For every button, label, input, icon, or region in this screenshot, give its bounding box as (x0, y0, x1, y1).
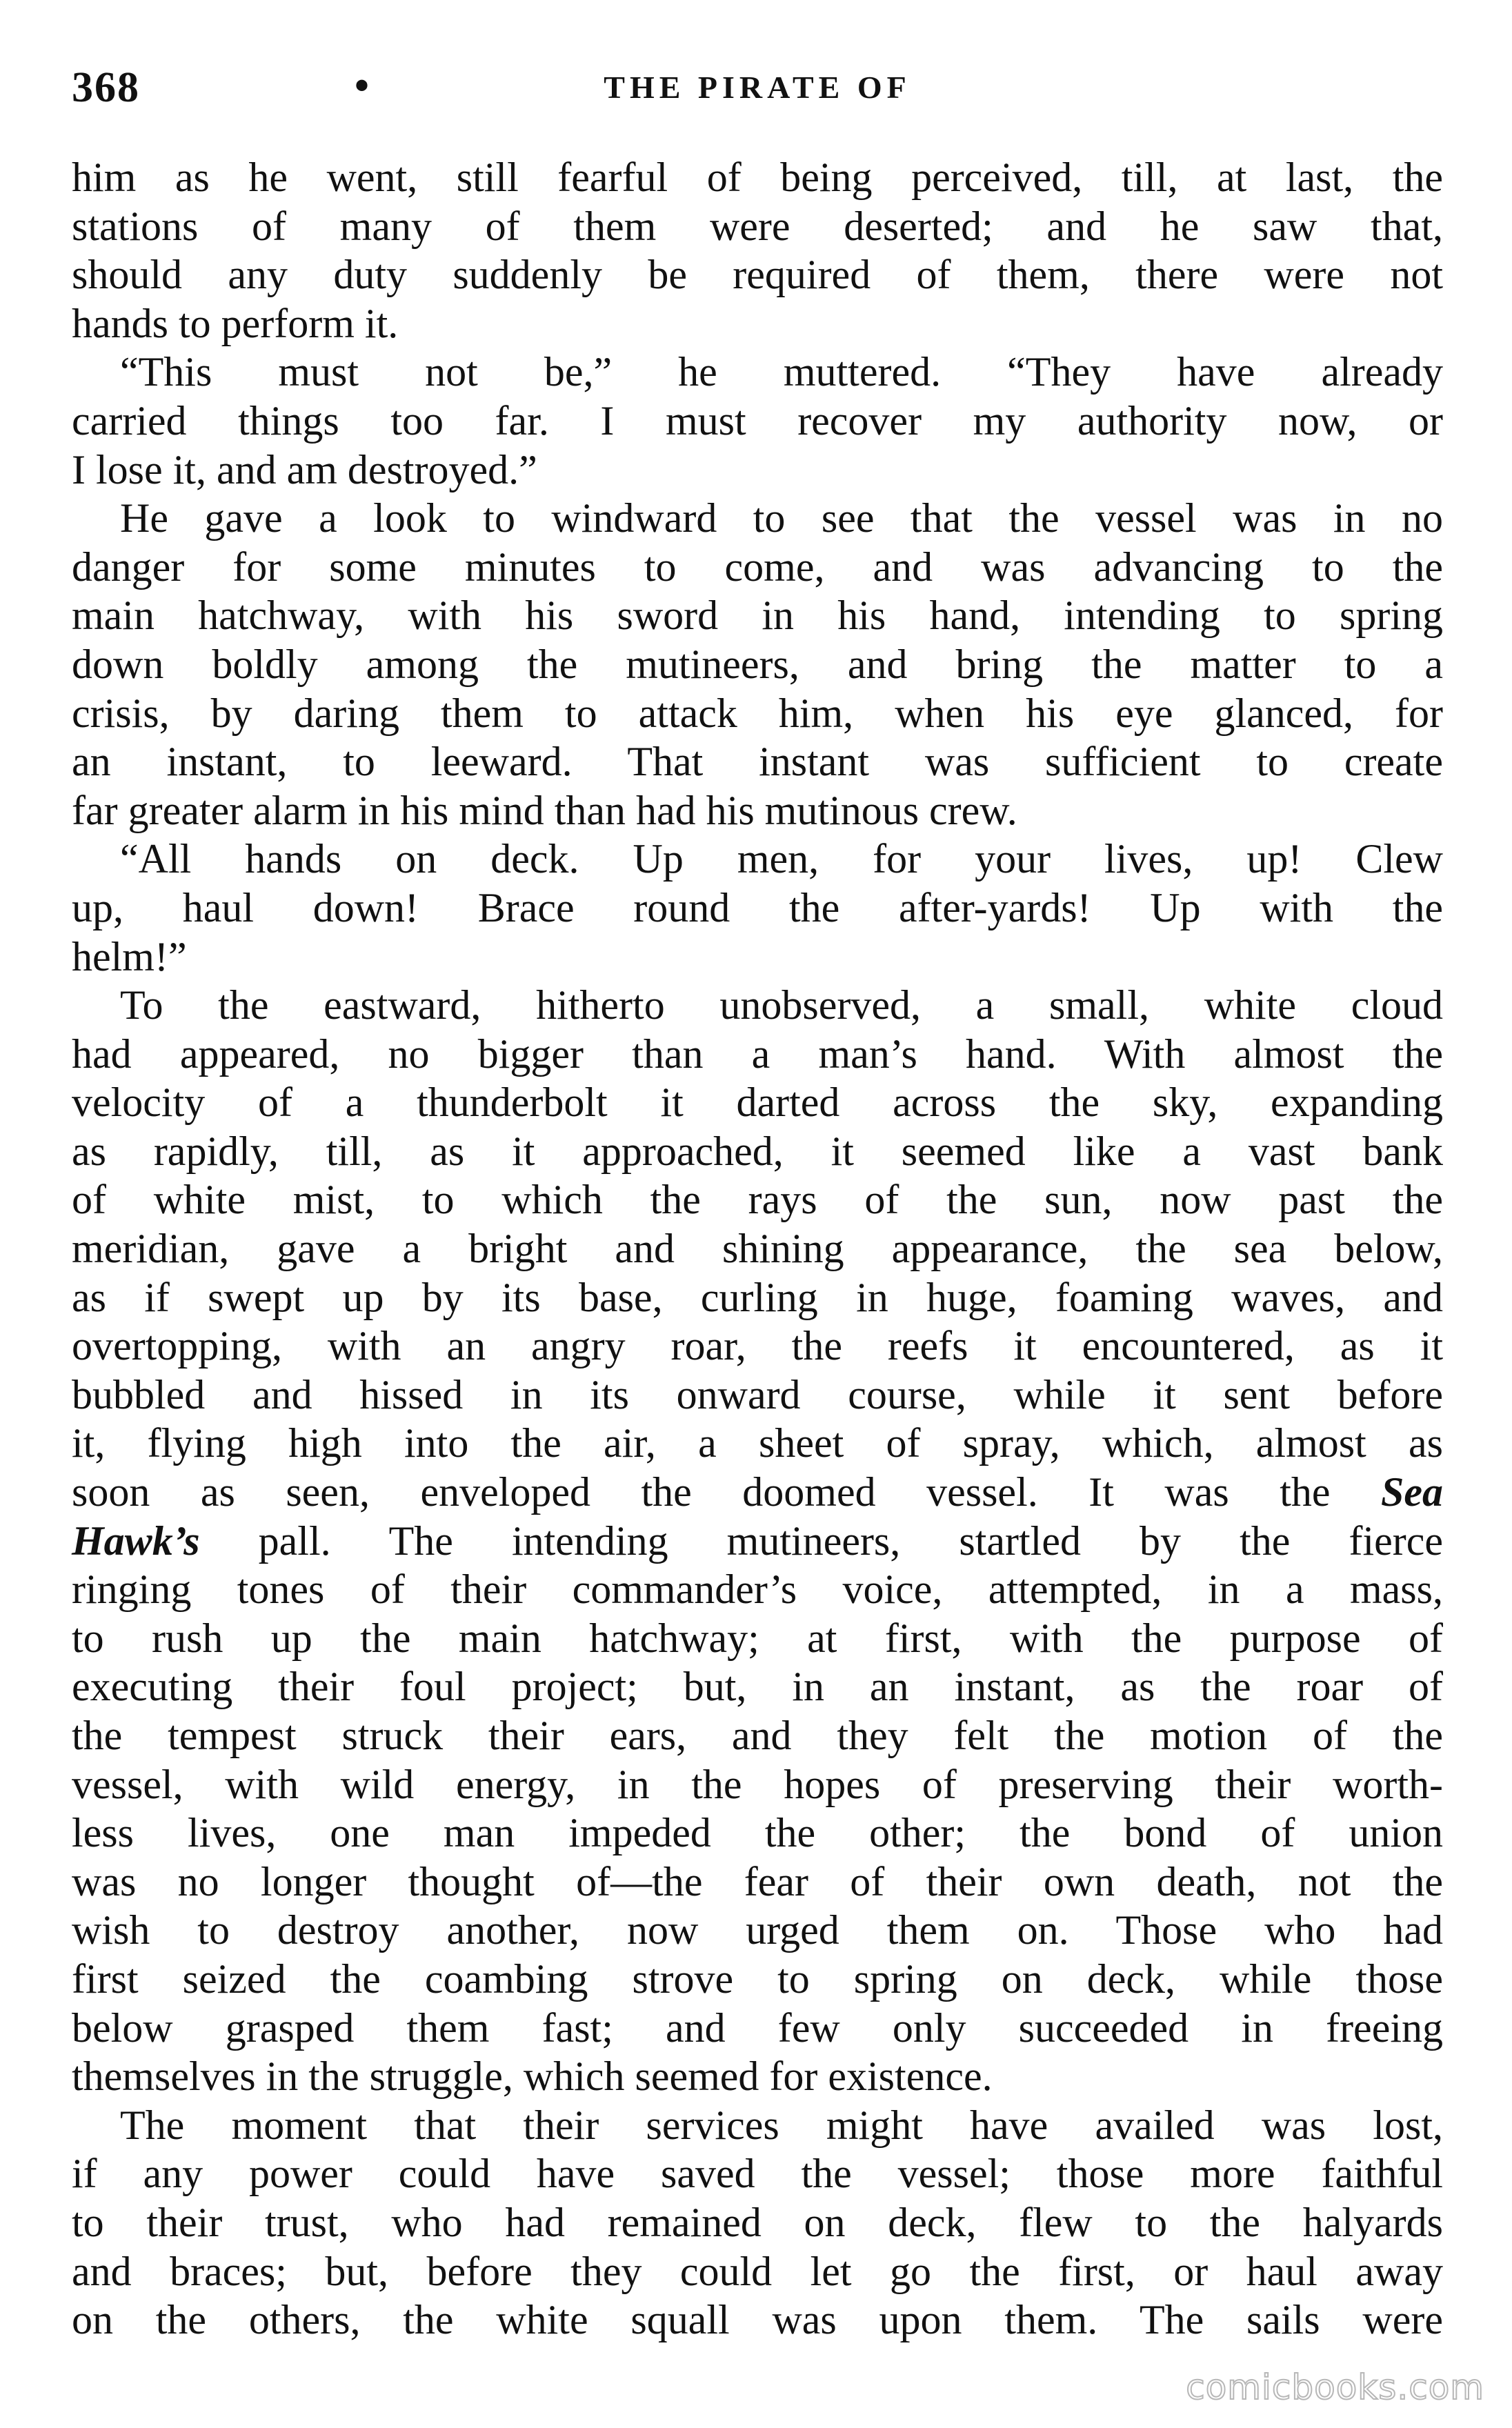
line-text: velocity of a thunderbolt it darted across the sky, expanding (72, 1079, 1443, 1126)
line-text: danger for some minutes to come, and was advancing to the (72, 544, 1443, 590)
text-line (72, 250, 1443, 299)
text-line (72, 1224, 1443, 1273)
text-line (72, 1906, 1443, 1955)
line-text: him as he went, still fearful of being perceived, till, at last, the (72, 155, 1443, 200)
line-text: vessel, with wild energy, in the hopes of preserving their worth- (72, 1761, 1443, 1807)
text-line (72, 933, 1443, 982)
line-text: and braces; but, before they could let go the first, or haul away (72, 2248, 1443, 2294)
body-text (72, 153, 1443, 2345)
text-line (72, 1078, 1443, 1127)
text-line (72, 2052, 1443, 2101)
line-text: hands to perform it. (72, 300, 399, 346)
text-line (72, 884, 1443, 933)
line-text: ringing tones of their commander’s voice, attempted, in a mass, (72, 1566, 1443, 1613)
line-text: main hatchway, with his sword in his hand, intending to spring (72, 593, 1443, 639)
text-line (72, 1419, 1443, 1468)
watermark: comicbooks.com (1186, 2367, 1484, 2407)
header-dot: • (355, 63, 370, 108)
line-text: To the eastward, hitherto unobserved, a small, white cloud (120, 982, 1443, 1028)
text-line (72, 543, 1443, 592)
line-text: “This must not be,” he muttered. “They have already (120, 349, 1443, 395)
italic-text: Sea (1381, 1469, 1443, 1515)
line-text: was no longer thought of—the fear of their own death, not the (72, 1858, 1443, 1904)
text-line (72, 835, 1443, 884)
text-line (72, 1468, 1443, 1517)
text-line (72, 1955, 1443, 2004)
running-title: THE PIRATE OF (604, 70, 911, 105)
text-line (72, 202, 1443, 251)
line-text: The moment that their services might have availed was lost, (120, 2102, 1443, 2148)
line-text: crisis, by daring them to attack him, when his eye glanced, for (72, 690, 1443, 736)
line-text: He gave a look to windward to see that the vessel was in no (120, 495, 1443, 541)
page-number: 368 (72, 64, 140, 111)
text-line (72, 737, 1443, 786)
text-line (72, 689, 1443, 738)
text-line (72, 153, 1443, 202)
text-line (72, 1273, 1443, 1322)
text-line (72, 1809, 1443, 1858)
text-line (72, 2101, 1443, 2150)
text-line (72, 1711, 1443, 1760)
text-line (72, 786, 1443, 835)
text-line (72, 1662, 1443, 1711)
text-line (72, 2247, 1443, 2296)
line-text: below grasped them fast; and few only succeeded in freeing (72, 2004, 1443, 2051)
page-header (72, 63, 1443, 126)
line-text: stations of many of them were deserted; and he saw that, (72, 203, 1443, 249)
text-line (72, 446, 1443, 495)
line-text: the tempest struck their ears, and they felt the motion of the (72, 1713, 1443, 1758)
text-line (72, 2004, 1443, 2053)
line-text: as if swept up by its base, curling in huge, foaming waves, and (72, 1274, 1443, 1320)
text-line (72, 494, 1443, 543)
line-text: an instant, to leeward. That instant was sufficient to create (72, 739, 1443, 785)
text-line (72, 2296, 1443, 2345)
line-text: up, haul down! Brace round the after-yards! Up with the (72, 884, 1443, 931)
line-text: as rapidly, till, as it approached, it seemed like a vast bank (72, 1128, 1443, 1174)
line-text: bubbled and hissed in its onward course, while it sent before (72, 1371, 1443, 1417)
line-text: executing their foul project; but, in an instant, as the roar of (72, 1664, 1443, 1710)
text-line (72, 1517, 1443, 1566)
italic-text: Hawk’s (72, 1518, 200, 1564)
text-line (72, 299, 1443, 348)
text-line (72, 1322, 1443, 1371)
line-text: of white mist, to which the rays of the sun, now past the (72, 1177, 1443, 1223)
line-text: meridian, gave a bright and shining appearance, the sea below, (72, 1226, 1443, 1272)
line-text: soon as seen, enveloped the doomed vessel. It was the (72, 1469, 1331, 1515)
text-line (72, 2198, 1443, 2247)
line-text: wish to destroy another, now urged them on. Those who had (72, 1907, 1443, 1953)
line-text: had appeared, no bigger than a man’s hand. With almost the (72, 1031, 1443, 1077)
line-text: to their trust, who had remained on deck, flew to the halyards (72, 2199, 1443, 2245)
text-line (72, 1565, 1443, 1614)
text-line (72, 1127, 1443, 1176)
text-line (72, 1371, 1443, 1420)
line-text: to rush up the main hatchway; at first, with the purpose of (72, 1615, 1443, 1661)
text-line (72, 1760, 1443, 1809)
line-text: themselves in the struggle, which seemed for existence. (72, 2053, 993, 2100)
line-text: first seized the coambing strove to spring on deck, while those (72, 1956, 1443, 2002)
line-text: it, flying high into the air, a sheet of spray, which, almost as (72, 1420, 1443, 1466)
line-text: if any power could have saved the vessel; those more faithful (72, 2151, 1443, 2197)
line-text: I lose it, and am destroyed.” (72, 446, 537, 492)
line-text: far greater alarm in his mind than had his mutinous crew. (72, 787, 1017, 833)
text-line (72, 2149, 1443, 2198)
text-line (72, 640, 1443, 689)
line-text: down boldly among the mutineers, and bring the matter to a (72, 641, 1443, 687)
line-text: less lives, one man impeded the other; the bond of union (72, 1810, 1443, 1856)
text-line (72, 1030, 1443, 1079)
line-text: helm!” (72, 933, 187, 979)
text-line (72, 591, 1443, 640)
text-line (72, 348, 1443, 397)
text-line (72, 1858, 1443, 1907)
text-line (72, 981, 1443, 1030)
text-line (72, 397, 1443, 446)
line-text: overtopping, with an angry roar, the reefs it encountered, as it (72, 1323, 1443, 1369)
line-text: “All hands on deck. Up men, for your lives, up! Clew (120, 836, 1443, 882)
line-text: on the others, the white squall was upon them. The sails were (72, 2297, 1443, 2343)
text-line (72, 1614, 1443, 1663)
line-text: pall. The intending mutineers, startled by the fierce (258, 1518, 1443, 1564)
line-text: should any duty suddenly be required of them, there were not (72, 252, 1443, 298)
line-text: carried things too far. I must recover my authority now, or (72, 397, 1443, 444)
text-line (72, 1175, 1443, 1224)
